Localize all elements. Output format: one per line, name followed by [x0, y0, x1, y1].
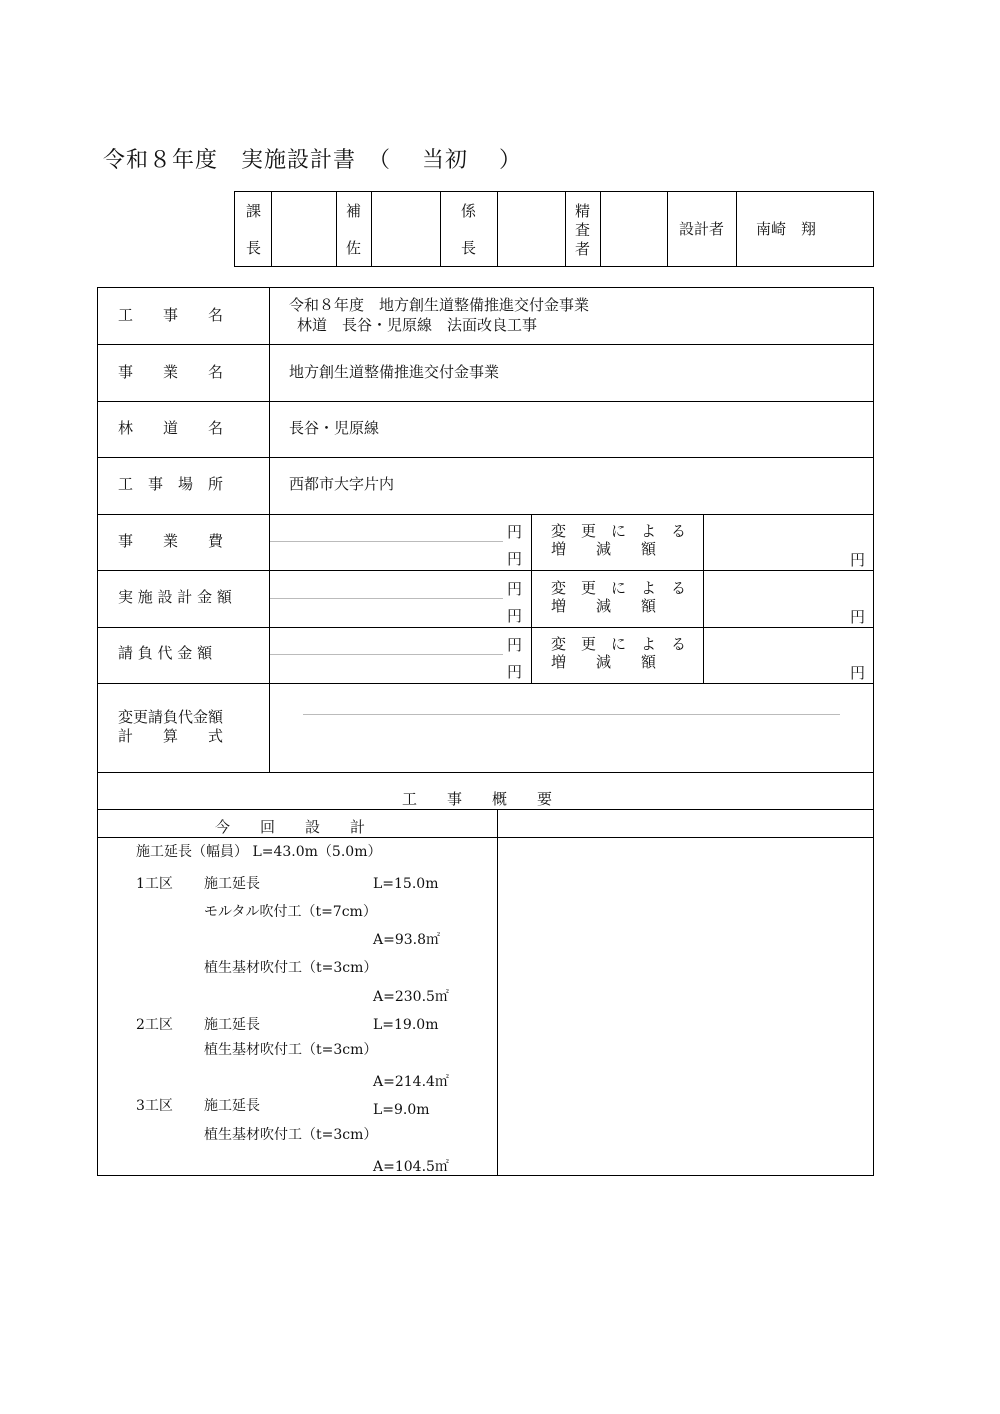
label-jisshi-kingaku: 実 施 設 計 金 額	[118, 588, 232, 606]
work-item-area: A=230.5㎡	[373, 989, 449, 1005]
change-label-line2: 増 減 額	[551, 597, 657, 615]
overview-summary: 施工延長（幅員） L=43.0m（5.0m）	[136, 844, 382, 860]
yen-unit: 円	[507, 580, 523, 598]
koji-basho-value: 西都市大字片内	[289, 475, 395, 493]
approval-seisa-char3: 者	[575, 240, 591, 258]
section-length: L=15.0m	[373, 876, 439, 892]
yen-unit: 円	[850, 551, 866, 569]
section-length-label: 施工延長	[204, 876, 260, 892]
section-length: L=19.0m	[373, 1017, 439, 1033]
approval-seisa-char2: 査	[575, 221, 591, 239]
yen-unit: 円	[850, 664, 866, 682]
approval-kakaricho-char2: 長	[461, 239, 477, 257]
yen-unit: 円	[850, 608, 866, 626]
approval-stamp-grid	[234, 191, 874, 267]
work-item-name: 植生基材吹付工（t=3cm）	[204, 1042, 378, 1058]
work-item-name: 植生基材吹付工（t=3cm）	[204, 960, 378, 976]
work-item-area: A=93.8㎡	[373, 932, 441, 948]
work-item-area: A=214.4㎡	[373, 1074, 449, 1090]
label-henko-line1: 変更請負代金額	[118, 708, 224, 726]
change-label-line2: 増 減 額	[551, 540, 657, 558]
design-form-table	[97, 287, 874, 1176]
approval-hosa-char2: 佐	[346, 239, 362, 257]
label-koji-basho: 工 事 場 所	[118, 475, 224, 493]
section-length: L=9.0m	[373, 1102, 430, 1118]
rindo-mei-value: 長谷・児原線	[289, 419, 380, 437]
change-label-line2: 増 減 額	[551, 653, 657, 671]
yen-unit: 円	[507, 523, 523, 541]
work-item-name: モルタル吹付工（t=7cm）	[204, 904, 377, 920]
overview-left-header: 今 回 設 計	[215, 818, 366, 836]
section-name: 1工区	[136, 876, 173, 892]
section-length-label: 施工延長	[204, 1017, 260, 1033]
label-ukeoi-kingaku: 請 負 代 金 額	[118, 644, 213, 662]
yen-unit: 円	[507, 636, 523, 654]
approval-seisa-char1: 精	[575, 202, 591, 220]
label-jigyohi: 事 業 費	[118, 532, 224, 550]
overview-header: 工 事 概 要	[402, 790, 553, 808]
approval-hosa-char1: 補	[346, 202, 362, 220]
yen-unit: 円	[507, 607, 523, 625]
label-koji-mei: 工 事 名	[118, 306, 224, 324]
koji-mei-line2: 林道 長谷・児原線 法面改良工事	[297, 316, 538, 334]
label-henko-line2: 計 算 式	[118, 727, 224, 745]
approval-kacho-char2: 長	[246, 239, 262, 257]
koji-mei-line1: 令和８年度 地方創生道整備推進交付金事業	[289, 296, 590, 314]
yen-unit: 円	[507, 550, 523, 568]
change-label-line1: 変 更 に よ る	[551, 635, 687, 653]
label-rindo-mei: 林 道 名	[118, 419, 224, 437]
label-jigyo-mei: 事 業 名	[118, 363, 224, 381]
yen-unit: 円	[507, 663, 523, 681]
change-label-line1: 変 更 に よ る	[551, 579, 687, 597]
section-length-label: 施工延長	[204, 1098, 260, 1114]
approval-kakaricho-char1: 係	[461, 202, 477, 220]
approval-kacho-char1: 課	[246, 202, 262, 220]
document-title: 令和８年度 実施設計書 （ 当初 ）	[103, 148, 522, 173]
designer-label: 設計者	[679, 220, 725, 238]
work-item-area: A=104.5㎡	[373, 1159, 449, 1175]
section-name: 3工区	[136, 1098, 173, 1114]
change-label-line1: 変 更 に よ る	[551, 522, 687, 540]
work-item-name: 植生基材吹付工（t=3cm）	[204, 1127, 378, 1143]
jigyo-mei-value: 地方創生道整備推進交付金事業	[289, 363, 500, 381]
section-name: 2工区	[136, 1017, 173, 1033]
designer-name: 南崎 翔	[756, 220, 817, 238]
